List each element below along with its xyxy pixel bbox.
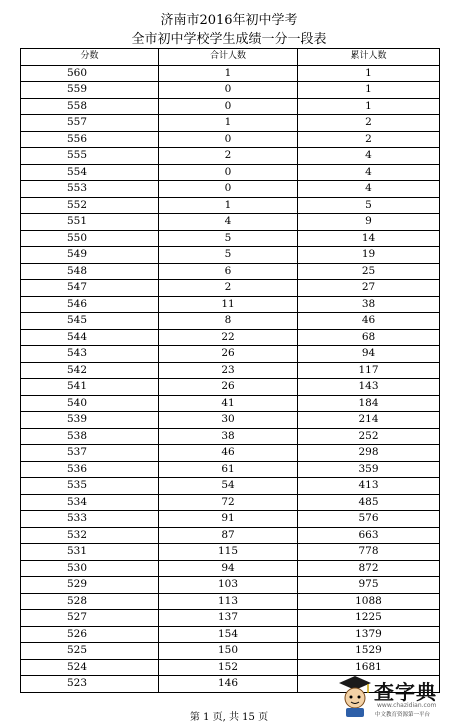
cell-score: 539: [21, 412, 159, 429]
cell-count: 154: [159, 626, 298, 643]
table-row: [21, 445, 440, 462]
table-row: [21, 461, 440, 478]
cell-cumulative: 1529: [298, 643, 440, 660]
cell-count: 113: [159, 593, 298, 610]
table-row: [21, 280, 440, 297]
cell-count: 150: [159, 643, 298, 660]
watermark-brand: 查字典: [374, 680, 437, 704]
cell-score: 553: [21, 181, 159, 198]
cell-score: 529: [21, 577, 159, 594]
cell-count: 1: [159, 197, 298, 214]
table-row: [21, 544, 440, 561]
cell-count: 1: [159, 65, 298, 82]
cell-count: 0: [159, 82, 298, 99]
cell-cumulative: 68: [298, 329, 440, 346]
cell-score: 527: [21, 610, 159, 627]
cell-cumulative: 1: [298, 82, 440, 99]
cell-count: 137: [159, 610, 298, 627]
cell-cumulative: 14: [298, 230, 440, 247]
cell-cumulative: 576: [298, 511, 440, 528]
cell-cumulative: 778: [298, 544, 440, 561]
cell-score: 558: [21, 98, 159, 115]
cell-score: 555: [21, 148, 159, 165]
watermark-logo: [337, 672, 457, 720]
cell-score: 533: [21, 511, 159, 528]
table-row: [21, 247, 440, 264]
cell-count: 1: [159, 115, 298, 132]
cell-score: 560: [21, 65, 159, 82]
cell-score: 556: [21, 131, 159, 148]
cell-cumulative: 4: [298, 148, 440, 165]
cell-count: 61: [159, 461, 298, 478]
cell-count: 91: [159, 511, 298, 528]
table-row: [21, 346, 440, 363]
cell-count: 41: [159, 395, 298, 412]
page-indicator: 第 1 页, 共 15 页: [189, 712, 269, 723]
column-header-count: 合计人数: [159, 49, 298, 66]
cell-count: 94: [159, 560, 298, 577]
table-row: [21, 494, 440, 511]
table-header-row: [21, 49, 440, 66]
table-row: [21, 428, 440, 445]
table-row: [21, 65, 440, 82]
cell-score: 537: [21, 445, 159, 462]
cell-count: 26: [159, 379, 298, 396]
score-distribution-table: [20, 48, 440, 693]
table-row: [21, 329, 440, 346]
cell-cumulative: 359: [298, 461, 440, 478]
table-row: [21, 197, 440, 214]
cell-cumulative: 143: [298, 379, 440, 396]
table-row: [21, 395, 440, 412]
cell-cumulative: 38: [298, 296, 440, 313]
cell-cumulative: 19: [298, 247, 440, 264]
table-row: [21, 379, 440, 396]
cell-score: 542: [21, 362, 159, 379]
cell-cumulative: 975: [298, 577, 440, 594]
table-row: [21, 181, 440, 198]
table-row: [21, 148, 440, 165]
cell-cumulative: 1088: [298, 593, 440, 610]
cell-score: 549: [21, 247, 159, 264]
cell-cumulative: 214: [298, 412, 440, 429]
cell-count: 152: [159, 659, 298, 676]
cell-score: 557: [21, 115, 159, 132]
cell-score: 544: [21, 329, 159, 346]
cell-score: 524: [21, 659, 159, 676]
cell-score: 548: [21, 263, 159, 280]
table-row: [21, 362, 440, 379]
cell-cumulative: 27: [298, 280, 440, 297]
cell-count: 87: [159, 527, 298, 544]
table-row: [21, 593, 440, 610]
cell-score: 534: [21, 494, 159, 511]
cell-cumulative: 2: [298, 131, 440, 148]
watermark-slogan: 中文教育资源第一平台: [375, 712, 431, 718]
table-row: [21, 478, 440, 495]
column-header-score: 分数: [21, 49, 159, 66]
column-header-cumulative: 累计人数: [298, 49, 440, 66]
cell-cumulative: 1379: [298, 626, 440, 643]
table-row: [21, 412, 440, 429]
table-row: [21, 626, 440, 643]
cell-count: 23: [159, 362, 298, 379]
cell-count: 115: [159, 544, 298, 561]
cell-cumulative: 252: [298, 428, 440, 445]
cell-count: 0: [159, 164, 298, 181]
cell-count: 5: [159, 230, 298, 247]
cell-cumulative: 9: [298, 214, 440, 231]
cell-score: 536: [21, 461, 159, 478]
table-row: [21, 511, 440, 528]
cell-score: 554: [21, 164, 159, 181]
cell-cumulative: 413: [298, 478, 440, 495]
document-title: 济南市2016年初中学考: [160, 13, 298, 28]
table-row: [21, 263, 440, 280]
table-row: [21, 164, 440, 181]
cell-count: 146: [159, 676, 298, 693]
table-row: [21, 313, 440, 330]
document-subtitle: 全市初中学校学生成绩一分一段表: [131, 32, 327, 47]
cell-count: 38: [159, 428, 298, 445]
cell-cumulative: 117: [298, 362, 440, 379]
cell-score: 546: [21, 296, 159, 313]
cell-count: 2: [159, 280, 298, 297]
cell-score: 532: [21, 527, 159, 544]
table-row: [21, 527, 440, 544]
table-row: [21, 82, 440, 99]
cell-count: 2: [159, 148, 298, 165]
cell-cumulative: 184: [298, 395, 440, 412]
table-row: [21, 610, 440, 627]
cell-count: 11: [159, 296, 298, 313]
cell-score: 538: [21, 428, 159, 445]
cell-count: 0: [159, 98, 298, 115]
cell-count: 5: [159, 247, 298, 264]
cell-count: 4: [159, 214, 298, 231]
cell-score: 535: [21, 478, 159, 495]
cell-cumulative: 663: [298, 527, 440, 544]
cell-score: 540: [21, 395, 159, 412]
table-row: [21, 131, 440, 148]
cell-cumulative: 1: [298, 65, 440, 82]
table-row: [21, 214, 440, 231]
cell-cumulative: 1681: [298, 659, 440, 676]
cell-count: 8: [159, 313, 298, 330]
mascot-icon: [337, 674, 373, 718]
cell-cumulative: 298: [298, 445, 440, 462]
cell-count: 30: [159, 412, 298, 429]
cell-score: 547: [21, 280, 159, 297]
cell-count: 72: [159, 494, 298, 511]
cell-count: 103: [159, 577, 298, 594]
cell-score: 541: [21, 379, 159, 396]
cell-score: 551: [21, 214, 159, 231]
table-row: [21, 560, 440, 577]
cell-count: 0: [159, 131, 298, 148]
table-row: [21, 98, 440, 115]
table-row: [21, 115, 440, 132]
cell-score: 530: [21, 560, 159, 577]
cell-score: 526: [21, 626, 159, 643]
cell-count: 46: [159, 445, 298, 462]
cell-count: 0: [159, 181, 298, 198]
table-row: [21, 296, 440, 313]
cell-score: 543: [21, 346, 159, 363]
cell-score: 559: [21, 82, 159, 99]
cell-cumulative: 94: [298, 346, 440, 363]
cell-cumulative: 485: [298, 494, 440, 511]
cell-cumulative: 872: [298, 560, 440, 577]
cell-count: 22: [159, 329, 298, 346]
cell-cumulative: 4: [298, 181, 440, 198]
table-row: [21, 577, 440, 594]
cell-score: 552: [21, 197, 159, 214]
table-row: [21, 643, 440, 660]
cell-score: 550: [21, 230, 159, 247]
cell-score: 545: [21, 313, 159, 330]
cell-count: 54: [159, 478, 298, 495]
cell-cumulative: 5: [298, 197, 440, 214]
cell-score: 528: [21, 593, 159, 610]
watermark-url: www.chazidian.com: [377, 702, 437, 709]
cell-score: 523: [21, 676, 159, 693]
cell-score: 531: [21, 544, 159, 561]
table-row: [21, 230, 440, 247]
cell-count: 26: [159, 346, 298, 363]
cell-cumulative: 1225: [298, 610, 440, 627]
cell-cumulative: 4: [298, 164, 440, 181]
cell-cumulative: 1: [298, 98, 440, 115]
cell-cumulative: 2: [298, 115, 440, 132]
cell-cumulative: 46: [298, 313, 440, 330]
cell-score: 525: [21, 643, 159, 660]
cell-cumulative: 25: [298, 263, 440, 280]
cell-count: 6: [159, 263, 298, 280]
